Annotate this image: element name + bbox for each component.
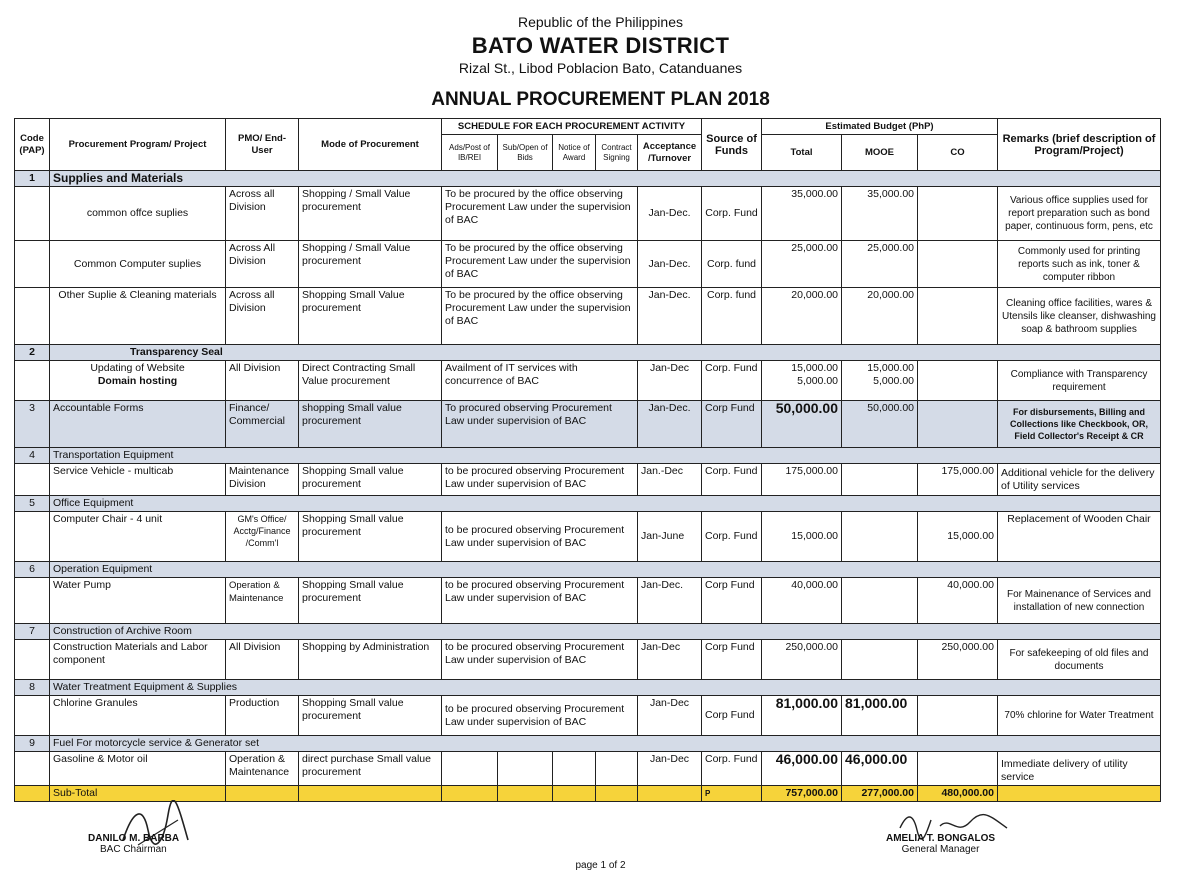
category-name: Construction of Archive Room [50,624,1161,640]
mooe-cell: 50,000.00 [842,401,918,448]
col-ads: Ads/Post of IB/REI [442,135,498,171]
header-address: Rizal St., Libod Poblacion Bato, Catanduanes [458,60,743,76]
table-row [15,578,1161,624]
total-cell: 25,000.00 [762,241,842,288]
remarks-cell: For disbursements, Billing and Collections like Checkbook, OR, Field Collector's Receipt & CR [998,401,1161,448]
mooe-cell: 46,000.00 [842,752,918,786]
schedule-cell: to be procured observing Procurement Law under supervision of BAC [442,696,638,736]
mode-cell: Shopping / Small Value procurement [299,241,442,288]
category-code: 7 [15,624,50,640]
col-acceptance: Acceptance /Turnover [638,135,702,171]
source-cell: Corp Fund [702,640,762,680]
schedule-cell: to be procured observing Procurement Law under supervision of BAC [442,512,638,562]
remarks-cell: Various office supplies used for report preparation such as bond paper, continuous form, pens, etc [998,187,1161,241]
col-code: Code (PAP) [15,119,50,171]
remarks-cell: 70% chlorine for Water Treatment [998,696,1161,736]
left-signatory [88,833,179,855]
category-code: 4 [15,448,50,464]
subtotal-label: Sub-Total [50,786,226,802]
category-name: Supplies and Materials [50,171,1161,187]
mooe-cell [842,512,918,562]
mooe-cell: 20,000.00 [842,288,918,345]
program-cell: Common Computer suplies [50,241,226,288]
col-sub-open: Sub/Open of Bids [498,135,553,171]
remarks-cell: For Mainenance of Services and installation of new connection [998,578,1161,624]
category-name: Transportation Equipment [50,448,1161,464]
mooe-line-1: 15,000.00 [867,362,914,374]
source-cell: Corp Fund [702,578,762,624]
acceptance-cell: Jan-Dec. [638,241,702,288]
mooe-cell [842,640,918,680]
subtotal-mooe: 277,000.00 [842,786,918,802]
source-cell: Corp. Fund [702,361,762,401]
mode-cell: Shopping Small value procurement [299,512,442,562]
remarks-cell: Compliance with Transparency requirement [998,361,1161,401]
source-cell: Corp. fund [702,288,762,345]
program-cell [50,361,226,401]
category-name: Office Equipment [50,496,1161,512]
table-row [15,241,1161,288]
program-cell: Service Vehicle - multicab [50,464,226,496]
total-cell: 35,000.00 [762,187,842,241]
header-agency: BATO WATER DISTRICT [471,33,730,58]
pmo-cell: Operation & Maintenance [226,578,299,624]
total-cell: 40,000.00 [762,578,842,624]
mooe-line-2: 5,000.00 [873,375,914,387]
col-budget: Estimated Budget (PhP) [762,119,998,135]
table-row [15,361,1161,401]
remarks-cell: Commonly used for printing reports such as ink, toner & computer ribbon [998,241,1161,288]
mode-cell: Shopping Small Value procurement [299,288,442,345]
mode-cell: Shopping by Administration [299,640,442,680]
pmo-cell: Maintenance Division [226,464,299,496]
remarks-cell: Additional vehicle for the delivery of Utility services [998,464,1161,496]
col-source: Source of Funds [702,119,762,171]
total-cell: 20,000.00 [762,288,842,345]
pmo-cell: Across all Division [226,187,299,241]
col-program: Procurement Program/ Project [50,119,226,171]
table-row [15,464,1161,496]
col-total: Total [762,135,842,171]
schedule-cell: to be procured observing Procurement Law under supervision of BAC [442,640,638,680]
source-cell: Corp Fund [702,401,762,448]
schedule-cell: To procured observing Procurement Law under supervision of BAC [442,401,638,448]
acceptance-cell: Jan-Dec. [638,187,702,241]
mode-cell: Direct Contracting Small Value procurement [299,361,442,401]
acceptance-cell: Jan.-Dec [638,464,702,496]
pmo-cell: Across All Division [226,241,299,288]
right-signatory-title: General Manager [901,844,980,855]
subtotal-co: 480,000.00 [918,786,998,802]
document-title: ANNUAL PROCUREMENT PLAN 2018 [431,89,770,110]
category-name: Water Treatment Equipment & Supplies [50,680,1161,696]
category-code: 1 [15,171,50,187]
co-cell [918,401,998,448]
category-name: Transparency Seal [50,345,1161,361]
source-cell: Corp. Fund [702,187,762,241]
category-row [15,624,1161,640]
total-line-1: 15,000.00 [791,362,838,374]
category-row [15,680,1161,696]
acceptance-cell: Jan-Dec [638,640,702,680]
pmo-cell: Across all Division [226,288,299,345]
source-cell: Corp. Fund [702,464,762,496]
acceptance-cell: Jan-Dec [638,361,702,401]
category-row [15,345,1161,361]
program-cell: common offce suplies [50,187,226,241]
left-signatory-title: BAC Chairman [100,844,167,855]
col-contract: Contract Signing [596,135,638,171]
subtotal-currency: P [702,786,762,802]
mode-cell: direct purchase Small value procurement [299,752,442,786]
program-cell: Gasoline & Motor oil [50,752,226,786]
co-cell: 250,000.00 [918,640,998,680]
total-cell [762,361,842,401]
category-row [15,496,1161,512]
category-name: Fuel For motorcycle service & Generator set [50,736,1161,752]
program-cell: Chlorine Granules [50,696,226,736]
source-cell: Corp. Fund [702,512,762,562]
pmo-cell: All Division [226,640,299,680]
col-notice: Notice of Award [553,135,596,171]
source-cell: Corp. Fund [702,752,762,786]
pmo-cell: All Division [226,361,299,401]
source-cell: Corp. fund [702,241,762,288]
remarks-cell: Replacement of Wooden Chair [998,512,1161,562]
col-mooe: MOOE [842,135,918,171]
schedule-cell: Availment of IT services with concurrence of BAC [442,361,638,401]
remarks-cell: Cleaning office facilities, wares & Utensils like cleanser, dishwashing soap & bathroom supplies [998,288,1161,345]
acceptance-cell: Jan-Dec. [638,401,702,448]
table-row [15,187,1161,241]
schedule-cell: to be procured observing Procurement Law under supervision of BAC [442,578,638,624]
category-code: 6 [15,562,50,578]
col-remarks: Remarks (brief description of Program/Project) [998,119,1161,171]
schedule-cell: To be procured by the office observing Procurement Law under the supervision of BAC [442,187,638,241]
mooe-cell: 81,000.00 [842,696,918,736]
co-cell [918,752,998,786]
subtotal-total: 757,000.00 [762,786,842,802]
procurement-table [14,118,1161,802]
category-code: 8 [15,680,50,696]
co-cell [918,696,998,736]
category-code: 5 [15,496,50,512]
program-cell: Other Suplie & Cleaning materials [50,288,226,345]
co-cell [918,361,998,401]
mooe-cell: 35,000.00 [842,187,918,241]
pmo-cell: Operation & Maintenance [226,752,299,786]
total-cell: 175,000.00 [762,464,842,496]
acceptance-cell: Jan-June [638,512,702,562]
co-cell: 15,000.00 [918,512,998,562]
col-schedule: SCHEDULE FOR EACH PROCUREMENT ACTIVITY [442,119,702,135]
table-row [15,696,1161,736]
category-row [15,448,1161,464]
category-row [15,171,1161,187]
pmo-cell: Production [226,696,299,736]
total-cell: 250,000.00 [762,640,842,680]
category-code: 3 [15,401,50,448]
total-cell: 81,000.00 [762,696,842,736]
col-co: CO [918,135,998,171]
mooe-cell [842,361,918,401]
acceptance-cell: Jan-Dec. [638,578,702,624]
mode-cell: Shopping Small value procurement [299,696,442,736]
mooe-cell [842,464,918,496]
schedule-cell: To be procured by the office observing Procurement Law under the supervision of BAC [442,241,638,288]
co-cell [918,241,998,288]
page-number: page 1 of 2 [575,860,626,871]
total-cell: 50,000.00 [762,401,842,448]
co-cell: 40,000.00 [918,578,998,624]
mooe-cell [842,578,918,624]
table-row [15,512,1161,562]
table-row [15,752,1161,786]
pmo-cell: GM's Office/ Acctg/Finance /Comm'l [226,512,299,562]
col-pmo: PMO/ End-User [226,119,299,171]
acceptance-cell: Jan-Dec [638,696,702,736]
schedule-cell: To be procured by the office observing Procurement Law under the supervision of BAC [442,288,638,345]
remarks-cell: Immediate delivery of utility service [998,752,1161,786]
right-signatory-name: AMELIA T. BONGALOS [886,833,996,844]
mode-cell: Shopping Small value procurement [299,578,442,624]
acceptance-cell: Jan-Dec. [638,288,702,345]
table-row [15,288,1161,345]
program-line-2: Domain hosting [97,375,178,387]
total-line-2: 5,000.00 [797,375,838,387]
remarks-cell: For safekeeping of old files and documents [998,640,1161,680]
category-row [15,736,1161,752]
acceptance-cell: Jan-Dec [638,752,702,786]
total-cell: 15,000.00 [762,512,842,562]
program-line-1: Updating of Website [90,362,185,374]
col-mode: Mode of Procurement [299,119,442,171]
category-name: Operation Equipment [50,562,1161,578]
mode-cell: Shopping / Small Value procurement [299,187,442,241]
category-name: Accountable Forms [50,401,226,448]
schedule-cell: to be procured observing Procurement Law under supervision of BAC [442,464,638,496]
co-cell: 175,000.00 [918,464,998,496]
program-cell: Construction Materials and Labor component [50,640,226,680]
mode-cell: shopping Small value procurement [299,401,442,448]
category-code: 2 [15,345,50,361]
source-cell: Corp Fund [702,696,762,736]
total-cell: 46,000.00 [762,752,842,786]
header-republic: Republic of the Philippines [518,14,683,30]
pmo-cell: Finance/ Commercial [226,401,299,448]
mooe-cell: 25,000.00 [842,241,918,288]
category-row [15,562,1161,578]
table-row [15,401,1161,448]
co-cell [918,288,998,345]
left-signatory-name: DANILO M. BARBA [88,833,180,844]
table-row [15,640,1161,680]
program-cell: Computer Chair - 4 unit [50,512,226,562]
right-signatory [886,833,995,855]
co-cell [918,187,998,241]
program-cell: Water Pump [50,578,226,624]
schedule-cell [442,752,498,786]
category-code: 9 [15,736,50,752]
mode-cell: Shopping Small value procurement [299,464,442,496]
